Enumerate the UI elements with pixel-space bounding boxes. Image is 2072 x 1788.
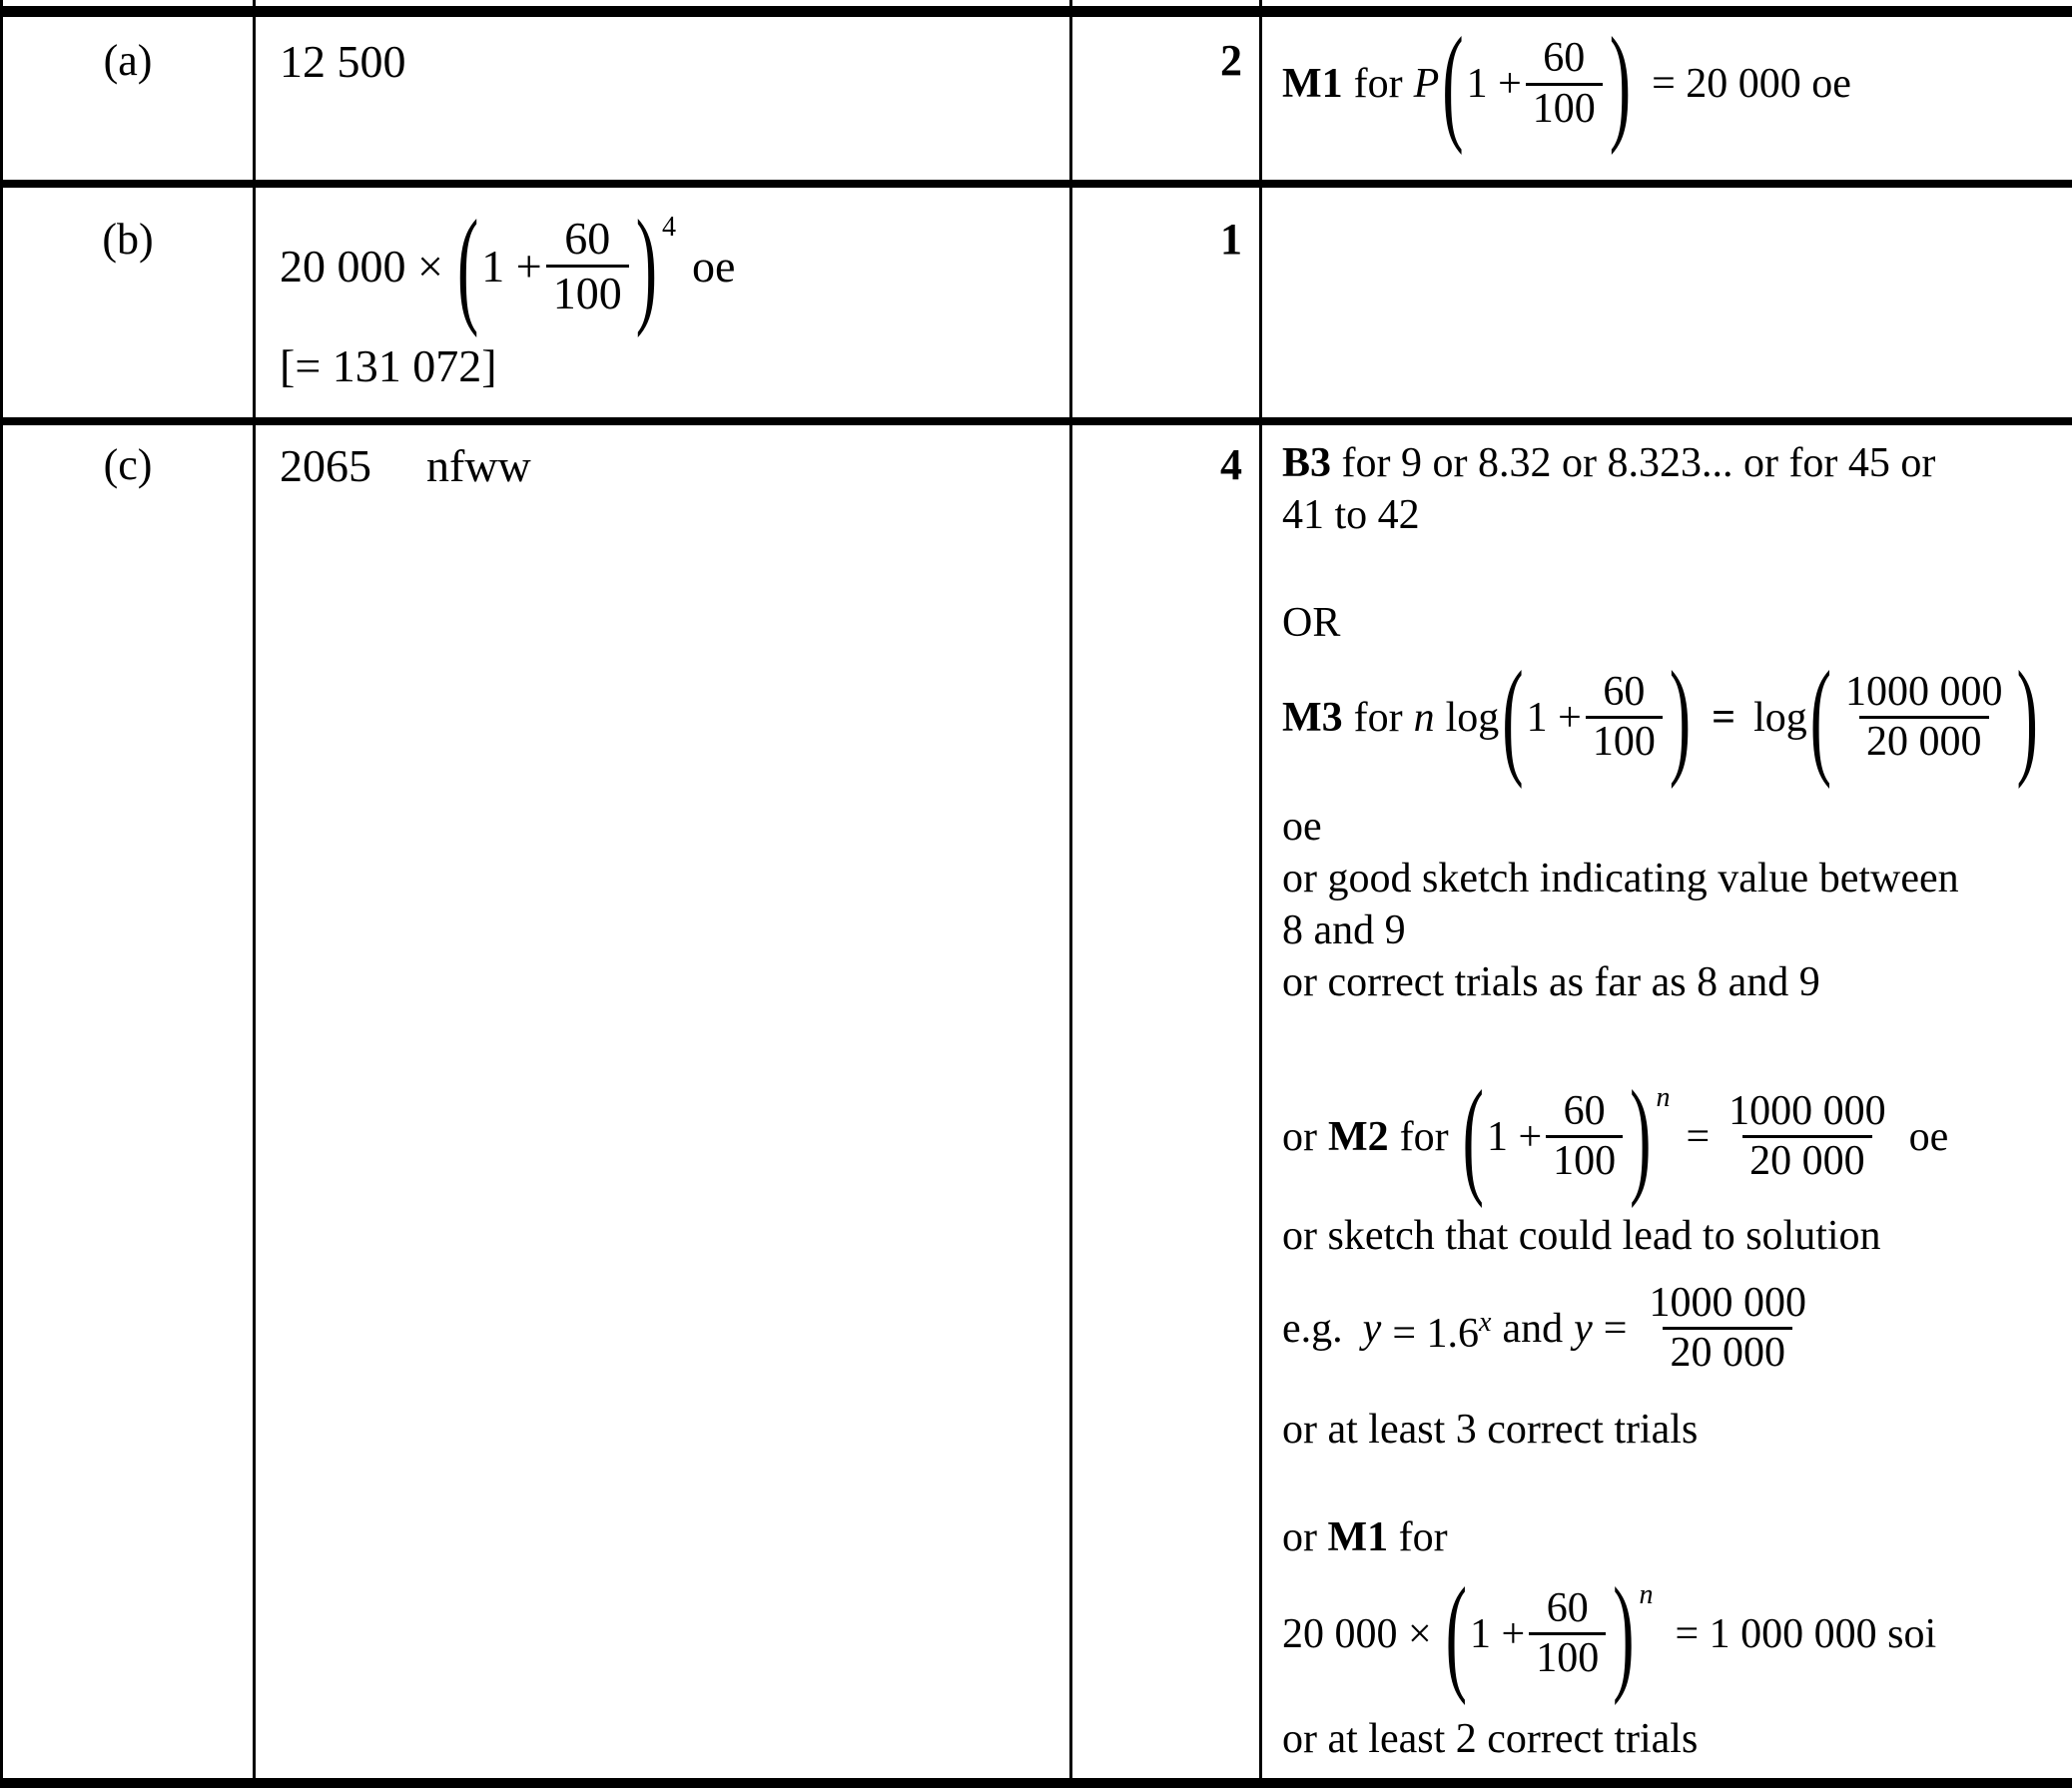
sketch-solution-line: or sketch that could lead to solution bbox=[1282, 1212, 1881, 1259]
equals-sign: = bbox=[1603, 1305, 1628, 1352]
for-word: for bbox=[1398, 1513, 1448, 1560]
variable-y: y bbox=[1574, 1305, 1593, 1352]
fraction-60-100 bbox=[1586, 669, 1663, 766]
left-paren: ( bbox=[1502, 643, 1524, 790]
part-text: (b) bbox=[102, 214, 154, 264]
oe-abbrev: oe bbox=[1908, 1113, 1949, 1160]
previous-row-sliver bbox=[2, 0, 2072, 12]
b3-line-1 bbox=[1282, 437, 2068, 489]
prefix-20000-times: 20 000 × bbox=[280, 241, 443, 292]
right-paren: ) bbox=[1613, 1559, 1635, 1706]
sliver-cell bbox=[2, 0, 255, 12]
equals-sign: = bbox=[1712, 694, 1736, 741]
answer-cell-b bbox=[255, 184, 1071, 421]
fraction-numerator: 60 bbox=[1603, 668, 1646, 715]
table-row-b bbox=[2, 184, 2072, 421]
example-formula bbox=[1282, 1270, 2068, 1388]
fraction-numerator: 60 bbox=[1543, 35, 1586, 82]
for-word: for bbox=[1353, 61, 1403, 107]
bracket-result-line: [= 131 072] bbox=[280, 339, 497, 391]
fraction-1000000-20000 bbox=[1838, 669, 2010, 766]
log-word: log bbox=[1445, 694, 1500, 741]
fraction-numerator: 1000 000 bbox=[1728, 1087, 1886, 1134]
fraction-60-100 bbox=[1529, 1585, 1606, 1682]
or-word: or bbox=[1282, 1113, 1317, 1160]
variable-n: n bbox=[1413, 694, 1435, 741]
marks-value: 4 bbox=[1220, 439, 1242, 489]
exponent-n: n bbox=[1656, 1081, 1671, 1113]
fraction-numerator: 60 bbox=[1546, 1584, 1589, 1631]
b3-paragraph bbox=[1282, 437, 2068, 541]
marks-cell-a bbox=[1071, 12, 1261, 184]
mark-code-m1: M1 bbox=[1282, 61, 1343, 107]
fraction-1000000-20000 bbox=[1722, 1088, 1893, 1185]
marks-value: 1 bbox=[1220, 214, 1242, 264]
left-paren: ( bbox=[1445, 1559, 1467, 1706]
right-paren: ) bbox=[635, 192, 658, 338]
fraction-60-100 bbox=[1526, 35, 1603, 132]
left-paren: ( bbox=[1809, 643, 1832, 790]
one-plus: 1 + bbox=[1486, 1113, 1543, 1160]
answer-cell-c bbox=[255, 421, 1071, 1784]
for-word: for bbox=[1399, 1113, 1449, 1160]
fraction-60-100 bbox=[1546, 1088, 1623, 1185]
sketch-line-1: or good sketch indicating value between bbox=[1282, 855, 1959, 901]
prefix-20000-times: 20 000 × bbox=[1282, 1610, 1432, 1657]
right-paren: ) bbox=[1630, 1062, 1652, 1209]
exponent-x: x bbox=[1479, 1307, 1492, 1338]
fraction-denominator: 100 bbox=[1529, 1632, 1606, 1682]
formula-m2 bbox=[1282, 1062, 1949, 1209]
answer-note-nfww: nfww bbox=[426, 439, 531, 491]
fraction-denominator: 20 000 bbox=[1663, 1327, 1792, 1377]
equation-rhs: = 20 000 oe bbox=[1652, 61, 1851, 107]
answer-cell-a bbox=[255, 12, 1071, 184]
for-word: for bbox=[1353, 694, 1403, 741]
one-plus: 1 + bbox=[481, 241, 542, 292]
comment-cell-c bbox=[1261, 421, 2072, 1784]
mark-code-m2: M2 bbox=[1328, 1113, 1389, 1160]
fraction-numerator: 60 bbox=[1563, 1087, 1606, 1134]
fraction-denominator: 100 bbox=[1546, 1135, 1623, 1185]
table-row-c bbox=[2, 421, 2072, 1784]
sliver-cell bbox=[1261, 0, 2072, 12]
oe-abbrev: oe bbox=[692, 241, 736, 292]
b3-text: for 9 or 8.32 or 8.323... or for 45 or bbox=[1341, 439, 1936, 486]
and-word: and bbox=[1502, 1305, 1564, 1352]
comment-cell-b bbox=[1261, 184, 2072, 421]
fraction-denominator: 100 bbox=[546, 265, 629, 319]
part-label-a bbox=[2, 12, 255, 184]
or-heading: OR bbox=[1282, 599, 1341, 646]
fraction-numerator: 1000 000 bbox=[1649, 1279, 1806, 1326]
marks-cell-c bbox=[1071, 421, 1261, 1784]
left-paren: ( bbox=[1442, 11, 1464, 156]
trials-8-9-line: or correct trials as far as 8 and 9 bbox=[1282, 958, 1820, 1005]
exponent-n: n bbox=[1639, 1578, 1654, 1610]
mark-code-b3: B3 bbox=[1282, 439, 1332, 486]
oe-line: oe bbox=[1282, 803, 1322, 850]
fraction-60-100 bbox=[546, 213, 629, 318]
one-plus: 1 + bbox=[1526, 694, 1582, 741]
part-label-b bbox=[2, 184, 255, 421]
fraction-denominator: 100 bbox=[1586, 716, 1663, 766]
formula-answer-b bbox=[280, 192, 736, 338]
trials-3-line: or at least 3 correct trials bbox=[1282, 1406, 1699, 1453]
left-paren: ( bbox=[456, 192, 479, 338]
m2-formula bbox=[1282, 1062, 2068, 1209]
variable-y: y bbox=[1362, 1305, 1382, 1352]
sliver-cell bbox=[1071, 0, 1261, 12]
formula-m1-part-a bbox=[1282, 11, 1851, 156]
fraction-denominator: 20 000 bbox=[1859, 716, 1989, 766]
part-text: (a) bbox=[103, 36, 153, 85]
exponent-4: 4 bbox=[662, 211, 677, 243]
one-plus: 1 + bbox=[1470, 1610, 1526, 1657]
formula-m3 bbox=[1282, 643, 2041, 790]
m1-formula bbox=[1282, 1559, 2068, 1706]
mark-code-m3: M3 bbox=[1282, 694, 1343, 741]
fraction-numerator: 60 bbox=[564, 213, 611, 265]
equation-rhs: = 1 000 000 soi bbox=[1675, 1610, 1937, 1657]
eg-abbrev: e.g. bbox=[1282, 1305, 1343, 1352]
equals-value: = 1.6 bbox=[1392, 1311, 1479, 1357]
sliver-cell bbox=[255, 0, 1071, 12]
b3-line-2: 41 to 42 bbox=[1282, 491, 1420, 538]
answer-value: 2065 bbox=[280, 439, 371, 491]
right-paren: ) bbox=[1669, 643, 1692, 790]
sketch-line-2: 8 and 9 bbox=[1282, 906, 1406, 953]
or-word: or bbox=[1282, 1513, 1317, 1560]
one-plus: 1 + bbox=[1466, 61, 1522, 107]
part-text: (c) bbox=[103, 439, 153, 489]
log-word: log bbox=[1753, 694, 1807, 741]
marks-value: 2 bbox=[1220, 36, 1242, 85]
m3-formula bbox=[1282, 643, 2068, 790]
comment-cell-a bbox=[1261, 12, 2072, 184]
right-paren: ) bbox=[2016, 643, 2038, 790]
equals-one-point-six bbox=[1392, 1297, 1491, 1360]
trials-2-line: or at least 2 correct trials bbox=[1282, 1715, 1699, 1762]
part-label-c bbox=[2, 421, 255, 1784]
formula-example bbox=[1282, 1270, 1817, 1388]
marks-cell-b bbox=[1071, 184, 1261, 421]
table-row-a bbox=[2, 12, 2072, 184]
equals-sign: = bbox=[1686, 1113, 1711, 1160]
or-m1-for-line bbox=[1282, 1511, 2068, 1563]
answer-text: 12 500 bbox=[280, 36, 406, 87]
fraction-1000000-20000 bbox=[1642, 1280, 1813, 1377]
variable-p: P bbox=[1413, 61, 1440, 107]
fraction-denominator: 20 000 bbox=[1742, 1135, 1872, 1185]
fraction-denominator: 100 bbox=[1526, 83, 1603, 133]
right-paren: ) bbox=[1609, 11, 1632, 156]
good-sketch-paragraph bbox=[1282, 853, 2068, 956]
left-paren: ( bbox=[1462, 1062, 1484, 1209]
fraction-numerator: 1000 000 bbox=[1845, 668, 2003, 715]
mark-code-m1: M1 bbox=[1327, 1513, 1389, 1560]
formula-m1 bbox=[1282, 1559, 1937, 1706]
